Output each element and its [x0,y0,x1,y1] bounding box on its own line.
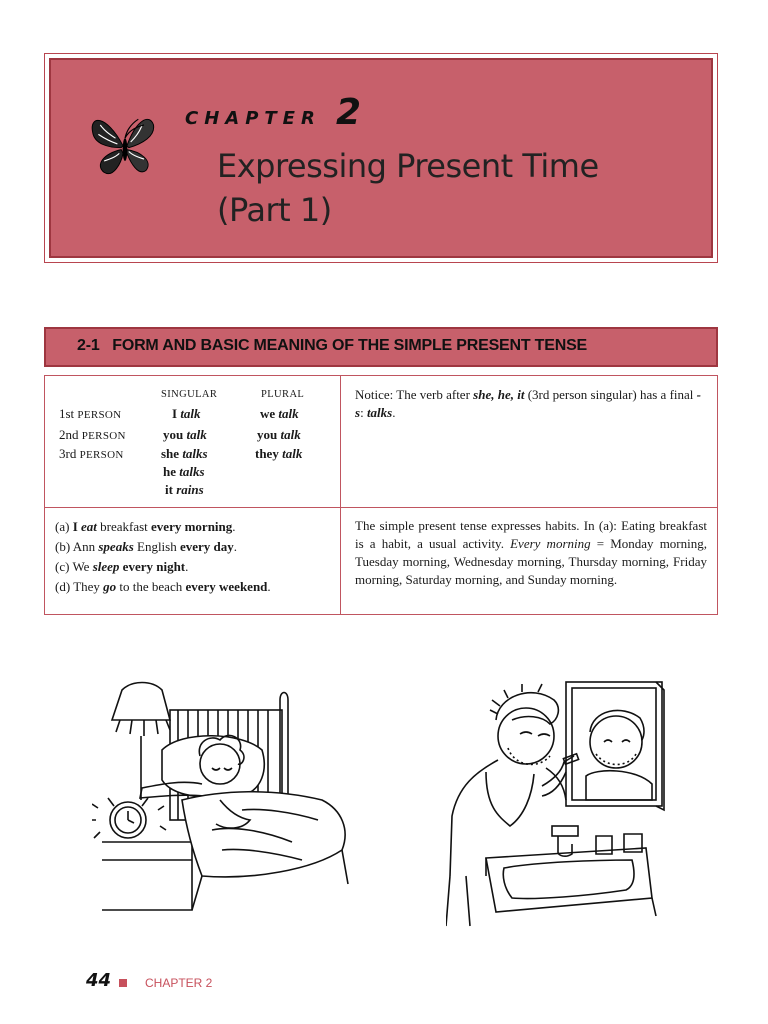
chapter-banner [49,58,713,258]
butterfly-icon [87,104,163,180]
pronoun: you [257,427,278,442]
example-item [55,557,271,577]
person-label [59,427,126,443]
person-number: 3rd [59,446,77,461]
pronoun: they [255,446,279,461]
example-time: every day [179,539,234,554]
grammar-chart [44,375,718,615]
example-end: . [233,539,238,554]
notice-example: talks [366,405,393,420]
verb: talk [282,446,303,461]
plural-header: PLURAL [261,389,305,400]
verb: talk [180,406,201,421]
example-time: every night [122,559,186,574]
example-label: (a) [55,519,70,534]
example-end: . [232,519,236,534]
notice-part: . [392,405,396,420]
singular-form [172,406,201,422]
chapter-header [44,53,718,263]
plural-form [257,427,301,443]
section-title: 2-1 FORM AND BASIC MEANING OF THE SIMPLE PRESENT TENSE [77,337,588,354]
singular-form [165,482,204,498]
notice-part: Notice: The verb after [355,387,474,402]
plural-form [260,406,299,422]
verb: talks [182,446,208,461]
person-label [59,446,124,462]
footer-chapter-label: CHAPTER 2 [145,976,213,990]
chapter-title-line2: (Part 1) [217,191,332,229]
explanation-italic: Every morning [510,536,591,551]
example-verb: eat [81,519,97,534]
chart-divider-horizontal [45,507,717,508]
example-end: . [267,579,271,594]
chapter-label: CHAPTER [185,108,321,129]
pronoun: we [260,406,276,421]
chapter-title-line1: Expressing Present Time [217,147,599,185]
verb: talk [280,427,301,442]
bed-alarm-illustration [92,680,354,920]
chart-divider-vertical [340,376,341,614]
verb: talk [186,427,207,442]
explanation-text [355,517,707,589]
notice-part: : [360,405,367,420]
notice-suffix: -s [355,387,701,420]
example-subject: We [72,559,90,574]
pronoun: I [172,406,178,421]
example-list [55,517,271,597]
explanation-part: = Monday morning, Tuesday morning, Wednesday morning, Thursday morning, Friday morning, Saturday morning, and Sunday morning. [355,536,707,587]
singular-form [163,427,207,443]
pronoun: it [165,482,173,497]
example-item [55,517,271,537]
example-label: (b) [55,539,71,554]
pronoun: you [163,427,184,442]
singular-form [161,446,208,462]
example-verb: speaks [98,539,134,554]
example-subject: They [73,579,100,594]
plural-form [255,446,302,462]
example-subject: I [72,519,78,534]
page-number: 44 [86,970,112,991]
singular-form [163,464,205,480]
example-label: (d) [55,579,71,594]
example-text: English [133,539,180,554]
singular-header: SINGULAR [161,389,218,400]
person-label [59,406,121,422]
example-text: breakfast [96,519,152,534]
verb: talks [179,464,205,479]
pronoun: he [163,464,176,479]
example-time: every weekend [185,579,268,594]
example-item [55,577,271,597]
footer-square-icon [119,979,127,987]
notice-part: (3rd person singular) has a final [524,387,697,402]
verb: rains [176,482,204,497]
section-heading-bar [44,327,718,367]
example-subject: Ann [72,539,96,554]
person-word: PERSON [79,449,124,461]
example-time: every morning [151,519,233,534]
person-word: PERSON [77,409,122,421]
person-word: PERSON [81,430,126,442]
example-verb: sleep [92,559,120,574]
example-verb: go [103,579,117,594]
person-number: 2nd [59,427,79,442]
example-end: . [185,559,189,574]
example-item [55,537,271,557]
pronoun: she [161,446,180,461]
shaving-illustration [446,676,672,932]
notice-text [355,386,705,422]
example-text: to the beach [116,579,186,594]
chapter-number: 2 [336,92,362,133]
example-label: (c) [55,559,70,574]
notice-pronouns: she, he, it [473,387,525,402]
verb: talk [278,406,299,421]
person-number: 1st [59,406,75,421]
explanation-part: The simple present tense expresses habits. In (a): Eating breakfast is a habit, a usual activity. [355,518,707,551]
chapter-title [217,144,599,232]
